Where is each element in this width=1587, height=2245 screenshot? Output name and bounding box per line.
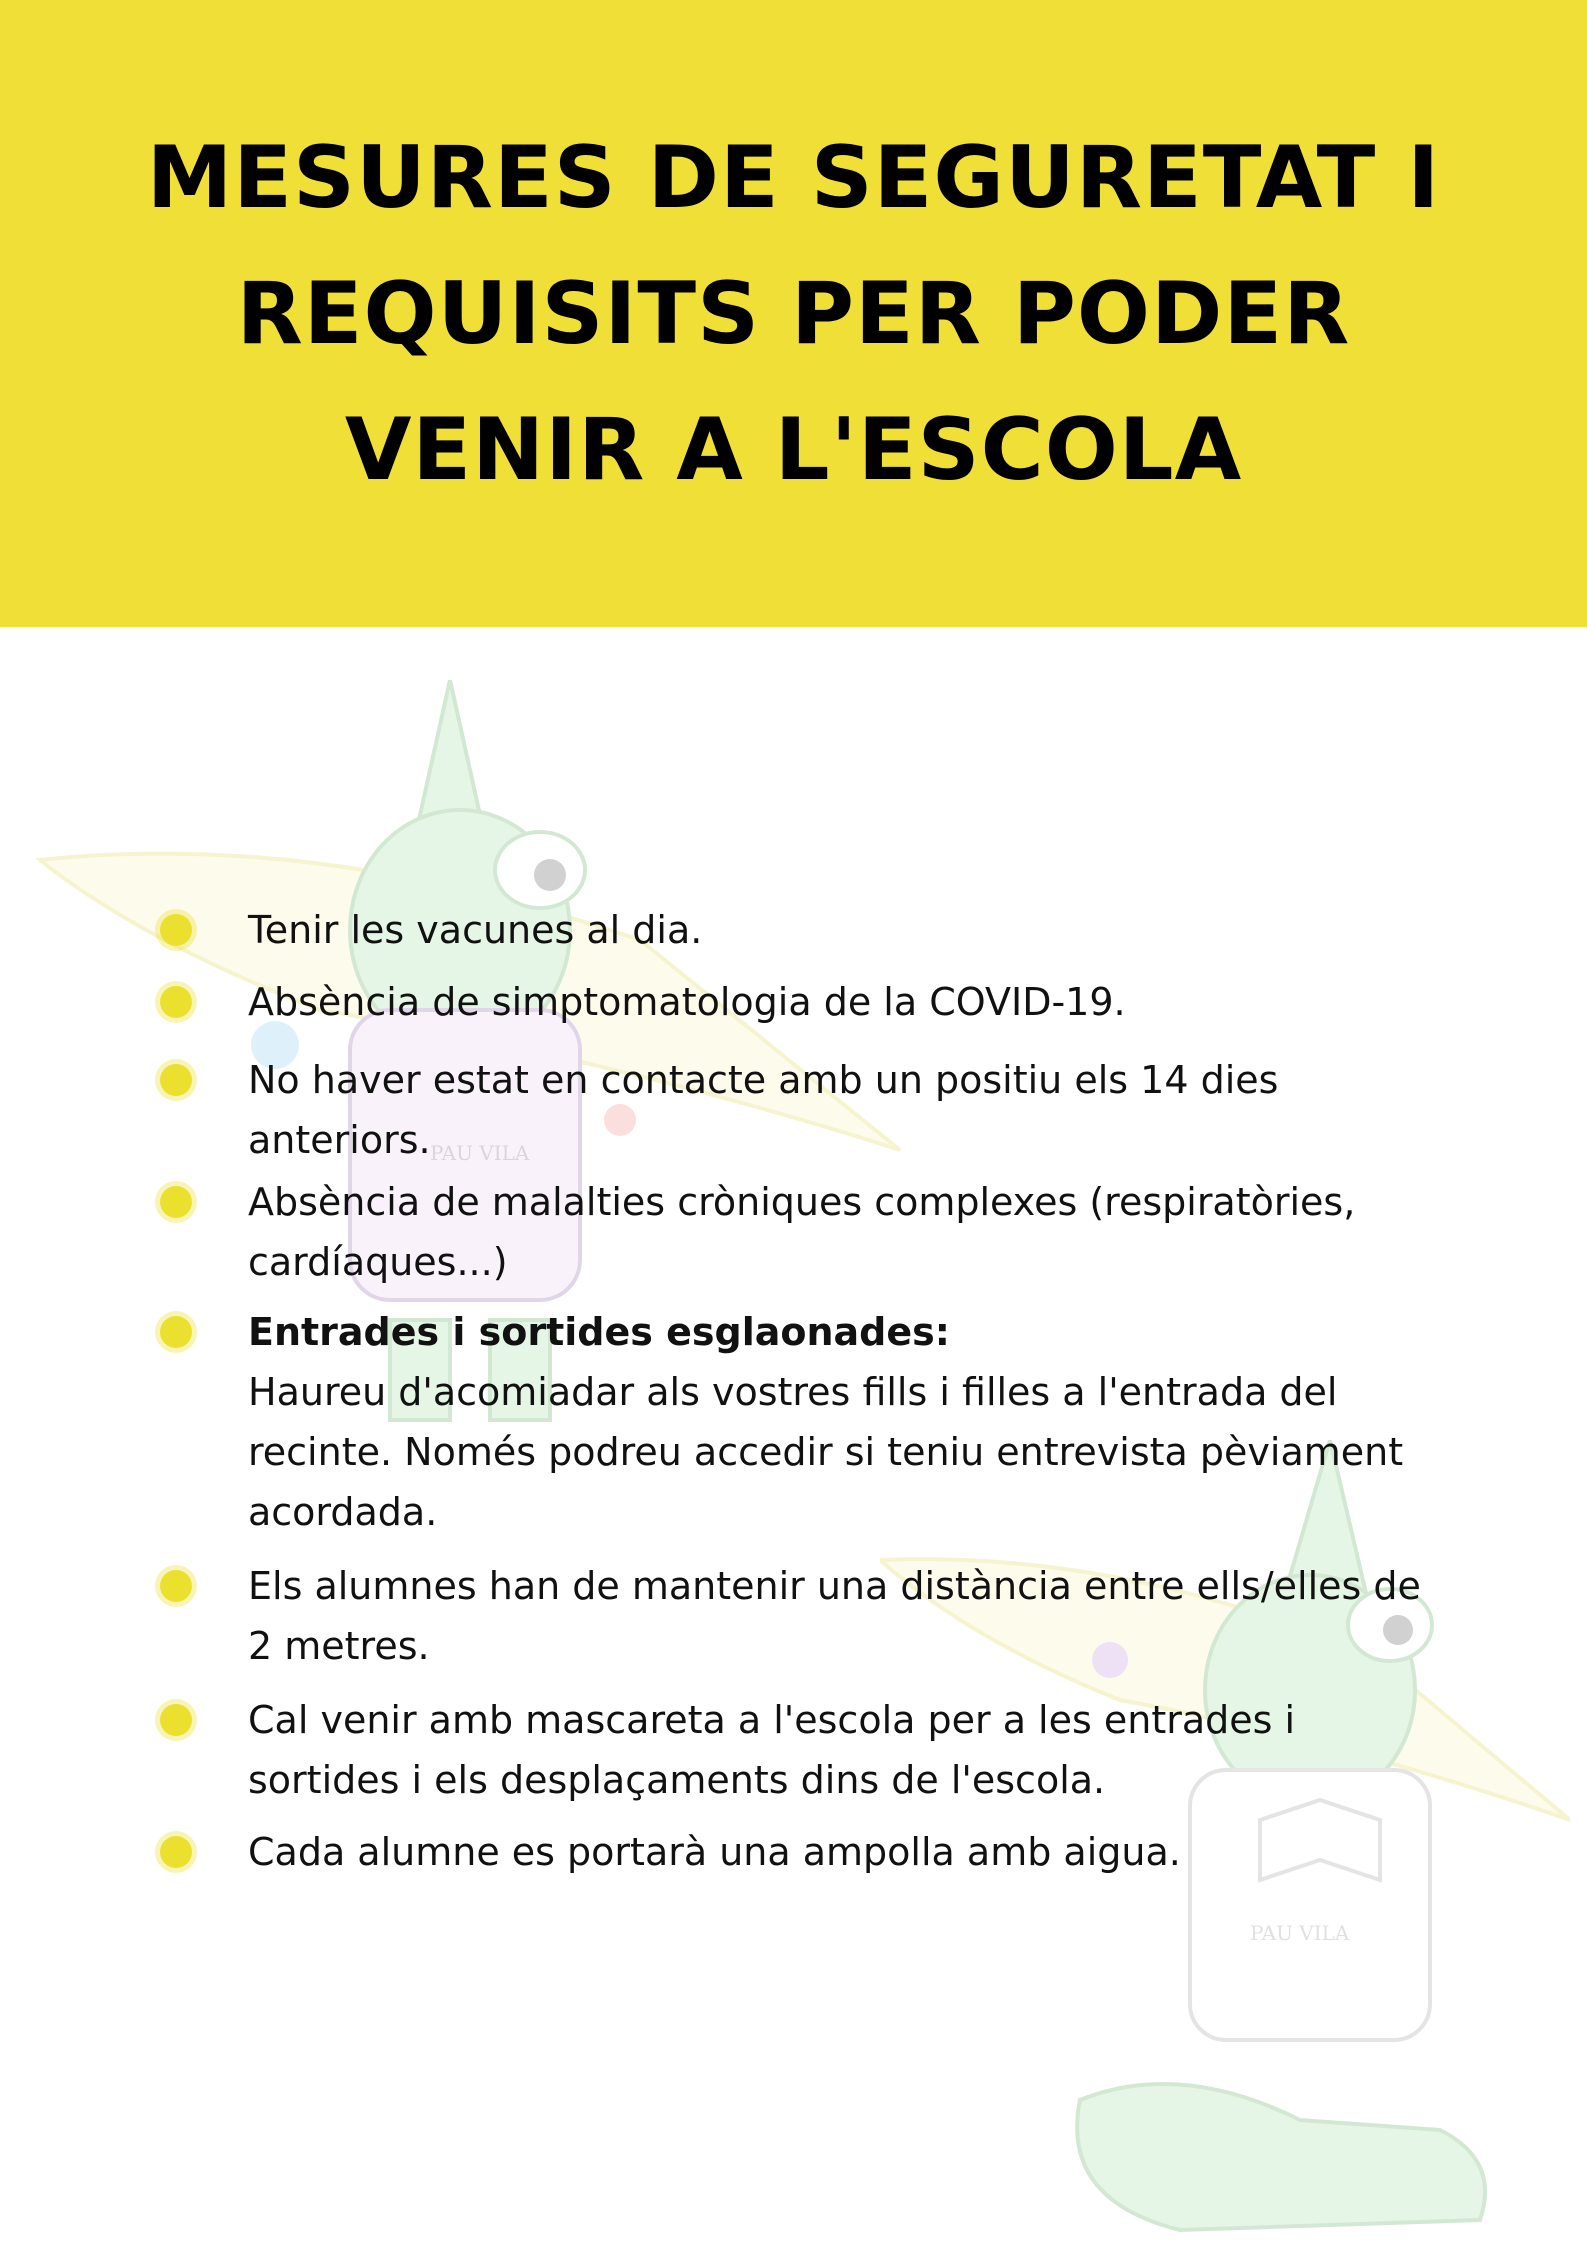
bullet-icon <box>160 1570 192 1602</box>
list-item-text: Tenir les vacunes al dia. <box>248 908 703 952</box>
bullet-icon <box>160 914 192 946</box>
list-item-mask <box>248 1690 1428 1810</box>
list-item-contact <box>248 1050 1428 1170</box>
list-item-text: Cada alumne es portarà una ampolla amb aigua. <box>248 1830 1181 1874</box>
page-title <box>69 110 1519 518</box>
title-line-2: REQUISITS PER PODER <box>236 263 1351 364</box>
list-item-text: Cal venir amb mascareta a l'escola per a les entrades i sortides i els desplaçaments dins de l'escola. <box>248 1698 1296 1802</box>
list-item-text: Absència de malalties cròniques complexes (respiratòries, cardíaques...) <box>248 1180 1356 1284</box>
bullet-icon <box>160 1186 192 1218</box>
bullet-icon <box>160 1064 192 1096</box>
list-item-chronic-illness <box>248 1172 1428 1292</box>
mascot-shirt-label-1: PAU VILA <box>430 1141 530 1165</box>
list-item-vaccines <box>248 900 1428 960</box>
list-item-symptoms <box>248 972 1428 1032</box>
mascot-shirt-label-2: PAU VILA <box>1250 1921 1350 1945</box>
title-line-1: MESURES DE SEGURETAT I <box>146 127 1441 228</box>
bullet-icon <box>160 1316 192 1348</box>
bullet-icon <box>160 1836 192 1868</box>
list-item-text: Els alumnes han de mantenir una distància entre ells/elles de 2 metres. <box>248 1564 1421 1668</box>
list-item-entries-exits <box>248 1302 1428 1542</box>
title-banner <box>0 0 1587 627</box>
list-item-water-bottle <box>248 1822 1428 1882</box>
list-item-text: No haver estat en contacte amb un positiu els 14 dies anteriors. <box>248 1058 1279 1162</box>
list-item-text: Haureu d'acomiadar als vostres fills i filles a l'entrada del recinte. Només podreu accedir si teniu entrevista pèviament acordada. <box>248 1370 1404 1534</box>
bullet-icon <box>160 986 192 1018</box>
list-item-heading: Entrades i sortides esglaonades: <box>248 1310 950 1354</box>
list-item-text: Absència de simptomatologia de la COVID-19. <box>248 980 1126 1024</box>
bullet-icon <box>160 1704 192 1736</box>
title-line-3: VENIR A L'ESCOLA <box>344 399 1243 500</box>
list-item-distance <box>248 1556 1428 1676</box>
